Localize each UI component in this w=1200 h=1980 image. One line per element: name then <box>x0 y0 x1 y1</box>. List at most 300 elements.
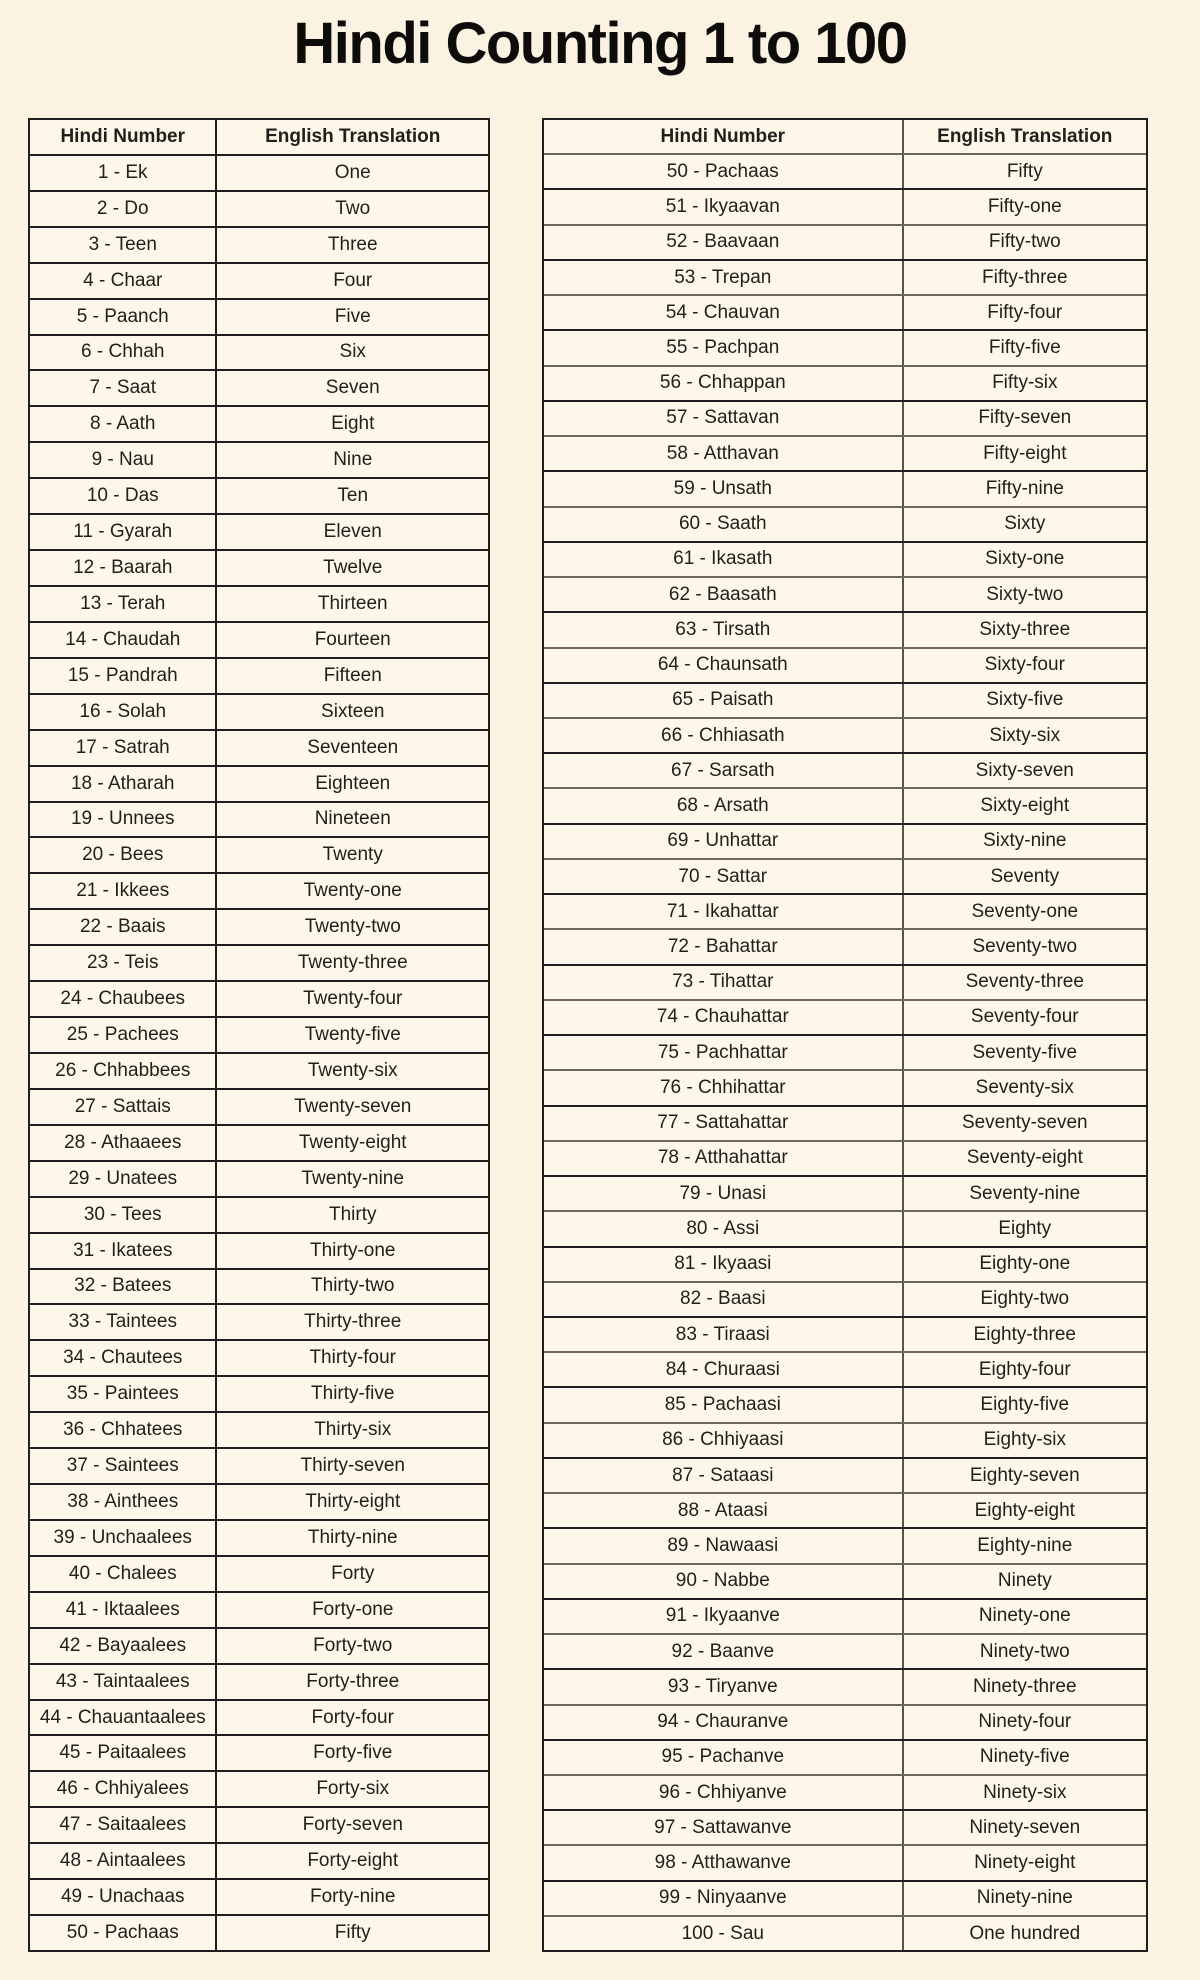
english-translation-cell: Fifty-one <box>902 190 1146 223</box>
english-translation-cell: Fifty-five <box>902 331 1146 364</box>
table-row <box>544 1175 1146 1210</box>
table-row <box>544 1281 1146 1316</box>
hindi-number-cell: 81 - Ikyaasi <box>674 1253 772 1275</box>
english-translation-cell: Eight <box>215 407 488 441</box>
hindi-number-cell: 1 - Ek <box>97 161 148 183</box>
english-translation-cell: Ninety-three <box>902 1670 1146 1703</box>
english-translation-cell: Seventy-four <box>902 1001 1146 1034</box>
hindi-number-cell: 72 - Bahattar <box>667 936 778 957</box>
hindi-number-cell: 18 - Atharah <box>70 772 175 794</box>
table-row <box>544 1915 1146 1950</box>
hindi-number-cell: 85 - Pachaasi <box>664 1394 781 1416</box>
table-row <box>544 823 1146 858</box>
english-translation-cell: Sixty-four <box>902 649 1146 682</box>
table-row <box>30 226 488 262</box>
english-translation-cell: Twenty-eight <box>215 1126 488 1160</box>
hindi-number-cell: 15 - Pandrah <box>67 664 178 686</box>
table-row <box>30 836 488 872</box>
hindi-number-cell: 42 - Bayaalees <box>59 1634 187 1656</box>
english-translation-cell: Twenty-five <box>215 1018 488 1052</box>
table-row <box>544 1527 1146 1562</box>
hindi-number-cell: 21 - Ikkees <box>76 880 170 902</box>
english-translation-column-header: English Translation <box>902 120 1146 153</box>
hindi-number-cell: 35 - Paintees <box>66 1383 179 1405</box>
hindi-number-cell: 47 - Saitaalees <box>59 1814 187 1836</box>
table-row <box>544 1351 1146 1386</box>
hindi-number-cell: 60 - Saath <box>678 513 767 535</box>
table-row <box>30 729 488 765</box>
english-translation-cell: Forty-two <box>215 1629 488 1663</box>
english-translation-cell: Forty-one <box>215 1593 488 1627</box>
hindi-number-cell: 80 - Assi <box>686 1217 760 1239</box>
table-row <box>544 506 1146 541</box>
table-row <box>544 435 1146 470</box>
hindi-number-cell: 79 - Unasi <box>679 1182 767 1204</box>
table-row <box>30 262 488 298</box>
hindi-number-cell: 87 - Sataasi <box>672 1464 774 1486</box>
hindi-number-cell: 86 - Chhiyaasi <box>662 1429 784 1451</box>
table-row <box>544 365 1146 400</box>
english-translation-cell: Forty-three <box>215 1665 488 1699</box>
hindi-number-cell: 52 - Baavaan <box>666 231 780 253</box>
table-row <box>30 1088 488 1124</box>
hindi-number-cell: 77 - Sattahattar <box>657 1112 789 1134</box>
hindi-number-cell: 28 - Athaaees <box>64 1131 182 1153</box>
table-row <box>30 908 488 944</box>
hindi-number-cell: 13 - Terah <box>80 592 166 614</box>
english-translation-cell: Fifty <box>215 1916 488 1950</box>
table-row <box>30 513 488 549</box>
english-translation-cell: Seven <box>215 371 488 405</box>
english-translation-cell: Nineteen <box>215 803 488 837</box>
hindi-number-cell: 45 - Paitaalees <box>59 1742 187 1764</box>
english-translation-cell: Fourteen <box>215 623 488 657</box>
english-translation-cell: Sixty-five <box>902 684 1146 717</box>
hindi-number-cell: 95 - Pachanve <box>661 1746 785 1768</box>
english-translation-cell: Thirteen <box>215 587 488 621</box>
table-row <box>544 893 1146 928</box>
table-row <box>30 1770 488 1806</box>
hindi-number-cell: 78 - Atthahattar <box>657 1147 788 1169</box>
english-translation-cell: Seventy-five <box>902 1036 1146 1069</box>
english-translation-cell: Sixty-three <box>902 613 1146 646</box>
table-row <box>544 1140 1146 1175</box>
table-row <box>30 1160 488 1196</box>
hindi-number-cell: 82 - Baasi <box>680 1288 766 1310</box>
table-numbers-50-100 <box>542 118 1148 1952</box>
english-translation-cell: Seventy-nine <box>902 1177 1146 1210</box>
hindi-number-cell: 19 - Unnees <box>70 808 175 830</box>
english-translation-cell: Five <box>215 300 488 334</box>
hindi-number-cell: 25 - Pachees <box>66 1024 179 1045</box>
hindi-number-cell: 17 - Satrah <box>75 736 170 758</box>
english-translation-cell: Thirty-five <box>215 1377 488 1411</box>
table-row <box>30 441 488 477</box>
english-translation-cell: Thirty-nine <box>215 1521 488 1555</box>
english-translation-cell: Ninety-four <box>902 1706 1146 1739</box>
hindi-number-cell: 4 - Chaar <box>83 269 163 291</box>
hindi-number-cell: 50 - Pachaas <box>666 160 779 182</box>
table-row <box>30 1519 488 1555</box>
english-translation-cell: Forty <box>215 1557 488 1591</box>
hindi-number-cell: 73 - Tihattar <box>672 971 774 993</box>
hindi-number-cell: 62 - Baasath <box>668 583 777 605</box>
hindi-number-cell: 57 - Sattavan <box>666 407 780 429</box>
table-row <box>30 477 488 513</box>
english-translation-cell: Seventy <box>902 860 1146 893</box>
table-row <box>30 1411 488 1447</box>
table-row <box>544 294 1146 329</box>
english-translation-cell: Eighty-eight <box>902 1494 1146 1527</box>
table-row <box>30 369 488 405</box>
english-translation-cell: Six <box>215 336 488 370</box>
table-header-row <box>544 120 1146 153</box>
hindi-number-cell: 96 - Chhiyanve <box>658 1781 787 1803</box>
english-translation-cell: Eighty-three <box>902 1318 1146 1351</box>
table-row <box>544 1774 1146 1809</box>
table-row <box>544 400 1146 435</box>
hindi-number-cell: 30 - Tees <box>83 1203 162 1225</box>
hindi-number-cell: 94 - Chauranve <box>657 1711 789 1733</box>
hindi-number-cell: 48 - Aintaalees <box>59 1850 186 1872</box>
english-translation-cell: Thirty-three <box>215 1305 488 1339</box>
table-row <box>30 801 488 837</box>
english-translation-cell: Twenty-nine <box>215 1162 488 1196</box>
english-translation-cell: Sixteen <box>215 695 488 729</box>
table-row <box>544 964 1146 999</box>
english-translation-cell: Ninety-six <box>902 1776 1146 1809</box>
table-row <box>544 999 1146 1034</box>
table-row <box>544 1422 1146 1457</box>
table-row <box>544 1069 1146 1104</box>
english-translation-cell: Ninety-two <box>902 1635 1146 1668</box>
table-row <box>544 647 1146 682</box>
english-translation-cell: Thirty-two <box>215 1270 488 1304</box>
english-translation-cell: Twenty-three <box>215 946 488 980</box>
hindi-number-cell: 63 - Tirsath <box>675 618 771 640</box>
table-row <box>544 1704 1146 1739</box>
hindi-number-cell: 46 - Chhiyalees <box>56 1778 189 1800</box>
hindi-number-cell: 58 - Atthavan <box>666 442 779 464</box>
table-row <box>30 1663 488 1699</box>
hindi-number-cell: 39 - Unchaalees <box>53 1526 192 1548</box>
hindi-number-cell: 66 - Chhiasath <box>661 724 785 746</box>
hindi-number-cell: 89 - Nawaasi <box>667 1534 779 1556</box>
english-translation-cell: Twenty-seven <box>215 1090 488 1124</box>
table-row <box>30 1232 488 1268</box>
english-translation-cell: Eleven <box>215 515 488 549</box>
hindi-number-cell: 27 - Sattais <box>74 1095 171 1117</box>
table-row <box>544 1386 1146 1421</box>
table-row <box>30 657 488 693</box>
english-translation-cell: Thirty-one <box>215 1234 488 1268</box>
table-row <box>30 1483 488 1519</box>
hindi-number-cell: 91 - Ikyaanve <box>665 1605 780 1627</box>
table-row <box>30 1555 488 1591</box>
english-translation-cell: Twenty-six <box>215 1054 488 1088</box>
page-title: Hindi Counting 1 to 100 <box>293 11 907 76</box>
hindi-number-cell: 41 - Iktaalees <box>65 1598 180 1620</box>
table-numbers-1-50 <box>28 118 490 1952</box>
table-row <box>30 944 488 980</box>
table-row <box>30 405 488 441</box>
table-row <box>544 541 1146 576</box>
english-translation-column-header: English Translation <box>215 120 488 154</box>
english-translation-cell: Forty-four <box>215 1701 488 1735</box>
hindi-number-cell: 59 - Unsath <box>673 477 772 499</box>
hindi-number-cell: 34 - Chautees <box>63 1347 183 1369</box>
hindi-number-cell: 100 - Sau <box>681 1922 764 1944</box>
english-translation-cell: Eighty-two <box>902 1283 1146 1316</box>
hindi-number-cell: 40 - Chalees <box>68 1562 177 1584</box>
english-translation-cell: Eighty-seven <box>902 1459 1146 1492</box>
english-translation-cell: Thirty-seven <box>215 1449 488 1483</box>
table-row <box>544 1633 1146 1668</box>
table-row <box>30 154 488 190</box>
english-translation-cell: Four <box>215 264 488 298</box>
hindi-number-cell: 9 - Nau <box>91 449 154 471</box>
hindi-number-cell: 38 - Ainthees <box>67 1490 179 1512</box>
table-row <box>544 717 1146 752</box>
hindi-number-cell: 29 - Unatees <box>68 1167 178 1189</box>
hindi-number-cell: 43 - Taintaalees <box>55 1670 190 1692</box>
english-translation-cell: Fifty-three <box>902 261 1146 294</box>
english-translation-cell: Fifty-six <box>902 367 1146 400</box>
english-translation-cell: Eighteen <box>215 767 488 801</box>
table-row <box>30 1878 488 1914</box>
english-translation-cell: Eighty-five <box>902 1388 1146 1421</box>
table-row <box>544 928 1146 963</box>
english-translation-cell: Forty-six <box>215 1772 488 1806</box>
english-translation-cell: One <box>215 156 488 190</box>
english-translation-cell: Two <box>215 192 488 226</box>
table-row <box>30 1196 488 1232</box>
hindi-number-cell: 7 - Saat <box>89 377 157 399</box>
hindi-number-cell: 36 - Chhatees <box>63 1419 183 1441</box>
table-row <box>544 1668 1146 1703</box>
english-translation-cell: Ninety-one <box>902 1600 1146 1633</box>
table-row <box>30 1806 488 1842</box>
english-translation-cell: Fifty-nine <box>902 472 1146 505</box>
table-row <box>30 980 488 1016</box>
table-row <box>544 576 1146 611</box>
hindi-number-cell: 93 - Tiryanve <box>667 1675 778 1697</box>
hindi-number-cell: 97 - Sattawanve <box>654 1816 792 1838</box>
hindi-number-cell: 6 - Chhah <box>81 341 165 363</box>
hindi-number-cell: 16 - Solah <box>79 700 167 722</box>
table-row <box>544 1492 1146 1527</box>
table-row <box>544 1210 1146 1245</box>
table-row <box>544 1457 1146 1492</box>
table-header-row <box>30 120 488 154</box>
table-row <box>30 1052 488 1088</box>
english-translation-cell: Thirty <box>215 1198 488 1232</box>
table-row <box>544 787 1146 822</box>
english-translation-cell: Twenty <box>215 838 488 872</box>
hindi-number-cell: 14 - Chaudah <box>65 628 181 650</box>
english-translation-cell: Eighty <box>902 1212 1146 1245</box>
english-translation-cell: Fifty-two <box>902 226 1146 259</box>
table-row <box>30 549 488 585</box>
hindi-number-cell: 5 - Paanch <box>76 305 169 327</box>
table-row <box>544 470 1146 505</box>
table-row <box>30 1734 488 1770</box>
hindi-number-column-header: Hindi Number <box>60 125 186 147</box>
table-row <box>30 1268 488 1304</box>
table-row <box>30 1447 488 1483</box>
english-translation-cell: Fifty-seven <box>902 402 1146 435</box>
english-translation-cell: Nine <box>215 443 488 477</box>
english-translation-cell: Fifty-four <box>902 296 1146 329</box>
hindi-number-cell: 98 - Atthawanve <box>654 1852 791 1874</box>
table-row <box>30 621 488 657</box>
table-row <box>544 153 1146 188</box>
table-row <box>30 1842 488 1878</box>
table-row <box>544 1598 1146 1633</box>
english-translation-cell: Seventy-three <box>902 966 1146 999</box>
table-row <box>30 765 488 801</box>
english-translation-cell: Ninety-seven <box>902 1811 1146 1844</box>
english-translation-cell: Fifty <box>902 155 1146 188</box>
english-translation-cell: Ten <box>215 479 488 513</box>
english-translation-cell: Seventeen <box>215 731 488 765</box>
hindi-number-cell: 3 - Teen <box>88 233 157 255</box>
table-row <box>544 1316 1146 1351</box>
table-row <box>30 1627 488 1663</box>
hindi-number-cell: 68 - Arsath <box>676 795 769 817</box>
hindi-number-cell: 22 - Baais <box>79 916 166 938</box>
table-row <box>30 1914 488 1950</box>
hindi-number-cell: 70 - Sattar <box>678 865 768 887</box>
hindi-number-cell: 55 - Pachpan <box>666 337 780 359</box>
english-translation-cell: Sixty-two <box>902 578 1146 611</box>
table-row <box>30 1303 488 1339</box>
hindi-number-cell: 71 - Ikahattar <box>666 900 779 922</box>
table-row <box>30 190 488 226</box>
hindi-number-cell: 54 - Chauvan <box>665 301 780 323</box>
hindi-number-cell: 88 - Ataasi <box>677 1499 768 1521</box>
english-translation-cell: Fifty-eight <box>902 437 1146 470</box>
english-translation-cell: Seventy-eight <box>902 1142 1146 1175</box>
hindi-number-cell: 8 - Aath <box>89 413 156 435</box>
hindi-number-cell: 76 - Chhihattar <box>659 1076 786 1098</box>
hindi-number-cell: 23 - Teis <box>87 952 159 974</box>
hindi-number-cell: 75 - Pachhattar <box>657 1041 788 1063</box>
table-row <box>30 298 488 334</box>
hindi-number-cell: 12 - Baarah <box>73 557 173 579</box>
hindi-number-cell: 44 - Chauantaalees <box>39 1706 206 1728</box>
english-translation-cell: Fifteen <box>215 659 488 693</box>
hindi-number-cell: 61 - Ikasath <box>673 548 773 570</box>
hindi-number-cell: 90 - Nabbe <box>675 1570 770 1592</box>
english-translation-cell: Forty-nine <box>215 1880 488 1914</box>
english-translation-cell: Three <box>215 228 488 262</box>
english-translation-cell: Sixty <box>902 508 1146 541</box>
table-row <box>30 693 488 729</box>
hindi-number-cell: 84 - Churaasi <box>665 1358 780 1380</box>
table-row <box>544 611 1146 646</box>
english-translation-cell: Twenty-four <box>215 982 488 1016</box>
table-row <box>544 1844 1146 1879</box>
table-row <box>544 1739 1146 1774</box>
table-row <box>544 188 1146 223</box>
hindi-number-cell: 64 - Chaunsath <box>657 654 788 676</box>
english-translation-cell: Seventy-one <box>902 895 1146 928</box>
table-row <box>30 1699 488 1735</box>
table-row <box>30 1339 488 1375</box>
english-translation-cell: Ninety <box>902 1565 1146 1598</box>
table-row <box>544 329 1146 364</box>
table-row <box>544 682 1146 717</box>
hindi-number-cell: 92 - Baanve <box>671 1640 775 1662</box>
english-translation-cell: Seventy-two <box>902 930 1146 963</box>
hindi-number-cell: 26 - Chhabbees <box>55 1059 191 1081</box>
table-row <box>544 1246 1146 1281</box>
table-row <box>544 259 1146 294</box>
hindi-number-column-header: Hindi Number <box>660 125 786 147</box>
hindi-number-cell: 33 - Taintees <box>68 1311 177 1333</box>
english-translation-cell: Thirty-six <box>215 1413 488 1447</box>
hindi-number-cell: 10 - Das <box>86 485 159 507</box>
english-translation-cell: Thirty-four <box>215 1341 488 1375</box>
english-translation-cell: Seventy-six <box>902 1071 1146 1104</box>
hindi-number-cell: 11 - Gyarah <box>73 521 173 543</box>
hindi-number-cell: 99 - Ninyaanve <box>658 1887 787 1909</box>
table-row <box>30 1375 488 1411</box>
table-row <box>544 752 1146 787</box>
hindi-number-cell: 20 - Bees <box>82 844 164 866</box>
hindi-number-cell: 69 - Unhattar <box>667 830 779 852</box>
table-row <box>30 872 488 908</box>
hindi-number-cell: 50 - Pachaas <box>66 1922 179 1944</box>
english-translation-cell: Ninety-five <box>902 1741 1146 1774</box>
hindi-number-cell: 53 - Trepan <box>674 266 772 288</box>
table-row <box>544 858 1146 893</box>
table-row <box>30 1591 488 1627</box>
english-translation-cell: Ninety-eight <box>902 1846 1146 1879</box>
hindi-number-cell: 49 - Unachaas <box>60 1886 185 1908</box>
table-row <box>30 334 488 370</box>
english-translation-cell: Seventy-seven <box>902 1107 1146 1140</box>
english-translation-cell: Eighty-one <box>902 1248 1146 1281</box>
hindi-number-cell: 83 - Tiraasi <box>675 1323 770 1345</box>
hindi-number-cell: 65 - Paisath <box>672 689 774 711</box>
english-translation-cell: Forty-five <box>215 1736 488 1770</box>
english-translation-cell: Eighty-nine <box>902 1529 1146 1562</box>
english-translation-cell: Sixty-seven <box>902 754 1146 787</box>
english-translation-cell: Forty-eight <box>215 1844 488 1878</box>
table-row <box>544 1105 1146 1140</box>
english-translation-cell: Eighty-six <box>902 1424 1146 1457</box>
english-translation-cell: Ninety-nine <box>902 1882 1146 1915</box>
hindi-number-cell: 56 - Chhappan <box>659 372 786 394</box>
english-translation-cell: Eighty-four <box>902 1353 1146 1386</box>
english-translation-cell: Thirty-eight <box>215 1485 488 1519</box>
english-translation-cell: Sixty-six <box>902 719 1146 752</box>
hindi-number-cell: 74 - Chauhattar <box>656 1006 789 1028</box>
hindi-number-cell: 51 - Ikyaavan <box>665 196 780 218</box>
english-translation-cell: Sixty-eight <box>902 789 1146 822</box>
english-translation-cell: Twelve <box>215 551 488 585</box>
hindi-number-cell: 31 - Ikatees <box>73 1239 173 1261</box>
table-row <box>544 1563 1146 1598</box>
table-row <box>30 585 488 621</box>
table-row <box>544 1034 1146 1069</box>
hindi-number-cell: 37 - Saintees <box>66 1455 179 1477</box>
english-translation-cell: Twenty-one <box>215 874 488 908</box>
english-translation-cell: Sixty-nine <box>902 825 1146 858</box>
english-translation-cell: Sixty-one <box>902 543 1146 576</box>
